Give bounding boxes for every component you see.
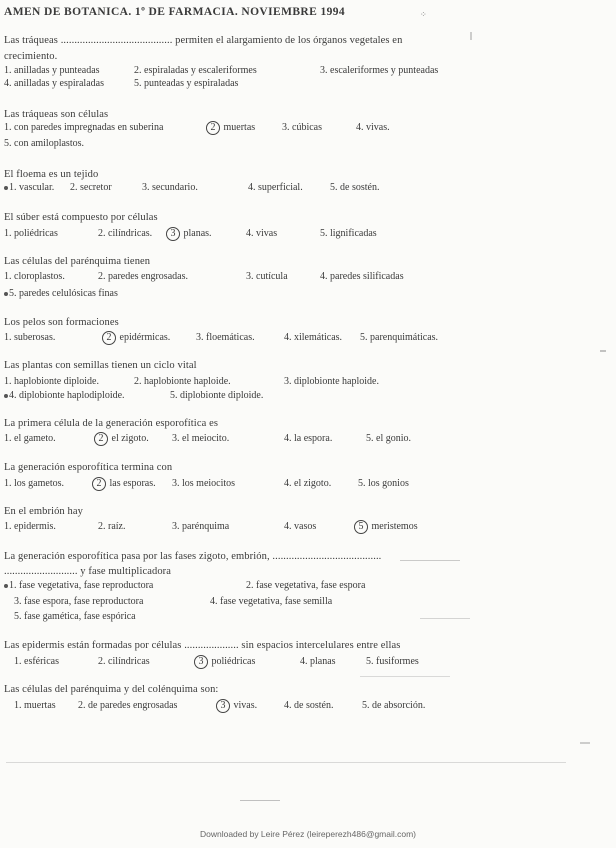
q4-option-3-text: planas. xyxy=(183,228,212,239)
scan-speck xyxy=(470,32,472,40)
q3-answer-mark xyxy=(4,186,8,190)
q10-stem: En el embrión hay xyxy=(4,506,83,517)
q8-stem: La primera célula de la generación esporofítica es xyxy=(4,418,219,429)
q12-option-1: 1. esféricas xyxy=(14,656,59,667)
q9-option-2 xyxy=(92,477,156,491)
q13-option-2: 2. de paredes engrosadas xyxy=(78,700,178,711)
q11-option-2: 2. fase vegetativa, fase espora xyxy=(246,580,366,591)
q12-option-4: 4. planas xyxy=(300,656,336,667)
scan-speck xyxy=(580,742,590,744)
q12-stem: Las epidermis están formadas por células .................... sin espacios intercelulares entre ellas xyxy=(4,640,401,651)
q8-option-1: 1. el gameto. xyxy=(4,433,56,444)
q8-answer-circle: 2 xyxy=(94,432,108,446)
q1-option-3: 3. escaleriformes y punteadas xyxy=(320,65,439,76)
q10-option-5 xyxy=(354,520,418,534)
q7-option-4: 4. diplobionte haplodiploide. xyxy=(9,390,125,401)
q5-option-1: 1. cloroplastos. xyxy=(4,271,65,282)
q10-option-2: 2. raíz. xyxy=(98,521,126,532)
q3-option-4: 4. superficial. xyxy=(248,182,303,193)
q7-option-3: 3. diplobionte haploide. xyxy=(284,376,379,387)
q13-stem: Las células del parénquima y del colénquima son: xyxy=(4,684,219,695)
q10-option-5-text: meristemos xyxy=(371,521,418,532)
q7-option-2: 2. haplobionte haploide. xyxy=(134,376,231,387)
q9-option-2-text: las esporas. xyxy=(109,478,156,489)
q12-option-5: 5. fusiformes xyxy=(366,656,419,667)
q4-stem: El súber está compuesto por células xyxy=(4,212,158,223)
scan-speck xyxy=(600,350,606,352)
q7-stem: Las plantas con semillas tienen un ciclo vital xyxy=(4,360,197,371)
q2-answer-circle: 2 xyxy=(206,121,220,135)
q4-option-4: 4. vivas xyxy=(246,228,278,239)
q6-answer-circle: 2 xyxy=(102,331,116,345)
q1-stem: Las tráqueas ......................................... permiten el alargamiento de los órganos vegetales en xyxy=(4,35,403,46)
q11-option-1: 1. fase vegetativa, fase reproductora xyxy=(9,580,154,591)
q6-option-3: 3. floemáticas. xyxy=(196,332,255,343)
q8-option-4: 4. la espora. xyxy=(284,433,333,444)
q5-option-5: 5. paredes celulósicas finas xyxy=(9,288,118,299)
q4-option-1: 1. poliédricas xyxy=(4,228,58,239)
q6-stem: Los pelos son formaciones xyxy=(4,317,119,328)
q5-option-3: 3. cutícula xyxy=(246,271,288,282)
q1-option-4: 4. anilladas y espiraladas xyxy=(4,78,104,89)
q10-option-4: 4. vasos xyxy=(284,521,317,532)
q5-option-2: 2. paredes engrosadas. xyxy=(98,271,188,282)
q11-stem: La generación esporofítica pasa por las fases zigoto, embrión, ........................................ xyxy=(4,551,382,562)
q3-option-3: 3. secundario. xyxy=(142,182,198,193)
q12-option-3-text: poliédricas xyxy=(211,656,256,667)
q6-option-2-text: epidérmicas. xyxy=(119,332,171,343)
q9-answer-circle: 2 xyxy=(92,477,106,491)
q8-option-2-text: el zigoto. xyxy=(111,433,149,444)
q13-option-5: 5. de absorción. xyxy=(362,700,426,711)
q8-option-2 xyxy=(94,432,149,446)
scan-artifact-line xyxy=(6,762,566,763)
q9-option-4: 4. el zigoto. xyxy=(284,478,332,489)
q3-option-1: 1. vascular. xyxy=(9,182,55,193)
q12-option-2: 2. cilíndricas xyxy=(98,656,150,667)
q1-option-5: 5. punteadas y espiraladas xyxy=(134,78,239,89)
q3-option-2: 2. secretor xyxy=(70,182,112,193)
q11-option-5: 5. fase gamética, fase espórica xyxy=(14,611,136,622)
q2-option-2 xyxy=(206,121,255,135)
scan-artifact-line xyxy=(240,800,280,801)
q12-option-3 xyxy=(194,655,255,669)
q6-option-5: 5. parenquimáticas. xyxy=(360,332,439,343)
q9-option-3: 3. los meiocitos xyxy=(172,478,236,489)
q1-option-1: 1. anilladas y punteadas xyxy=(4,65,100,76)
q2-option-4: 4. vivas. xyxy=(356,122,390,133)
q6-option-2 xyxy=(102,331,170,345)
q8-option-3: 3. el meiocito. xyxy=(172,433,230,444)
q8-option-5: 5. el gonio. xyxy=(366,433,411,444)
q1-option-2: 2. espiraladas y escaleriformes xyxy=(134,65,257,76)
q2-option-2-text: muertas xyxy=(223,122,256,133)
q4-option-2: 2. cilíndricas. xyxy=(98,228,153,239)
q11-answer-mark xyxy=(4,584,8,588)
q13-option-1: 1. muertas xyxy=(14,700,56,711)
q3-option-5: 5. de sostén. xyxy=(330,182,380,193)
q3-stem: El floema es un tejido xyxy=(4,169,99,180)
q1-stem-continued: crecimiento. xyxy=(4,51,58,62)
q2-option-3: 3. cúbicas xyxy=(282,122,322,133)
download-footer: Downloaded by Leire Pérez (leireperezh486@gmail.com) xyxy=(199,829,417,839)
q10-option-3: 3. parénquima xyxy=(172,521,230,532)
q7-answer-mark xyxy=(4,394,8,398)
q5-answer-mark xyxy=(4,292,8,296)
q11-option-3: 3. fase espora, fase reproductora xyxy=(14,596,144,607)
q4-option-3 xyxy=(166,227,212,241)
exam-title: AMEN DE BOTANICA. 1º DE FARMACIA. NOVIEMBRE 1994 xyxy=(4,6,346,18)
scan-artifact-line xyxy=(400,560,460,561)
q9-option-5: 5. los gonios xyxy=(358,478,409,489)
q13-option-4: 4. de sostén. xyxy=(284,700,334,711)
q11-stem-continued: ........................... y fase multiplicadora xyxy=(4,566,172,577)
q12-answer-circle: 3 xyxy=(194,655,208,669)
scan-artifact-line xyxy=(420,618,470,619)
q4-option-5: 5. lignificadas xyxy=(320,228,377,239)
q2-option-1: 1. con paredes impregnadas en suberina xyxy=(4,122,164,133)
q4-answer-circle: 3 xyxy=(166,227,180,241)
q11-option-4: 4. fase vegetativa, fase semilla xyxy=(210,596,333,607)
corner-mark: ⁘ xyxy=(420,10,427,19)
q13-option-3-text: vivas. xyxy=(233,700,258,711)
q13-answer-circle: 3 xyxy=(216,699,230,713)
q2-stem: Las tráqueas son células xyxy=(4,109,109,120)
q13-option-3 xyxy=(216,699,257,713)
q2-option-5: 5. con amiloplastos. xyxy=(4,138,84,149)
scan-artifact-line xyxy=(360,676,450,677)
q7-option-1: 1. haplobionte diploide. xyxy=(4,376,99,387)
q9-option-1: 1. los gametos. xyxy=(4,478,64,489)
q7-option-5: 5. diplobionte diploide. xyxy=(170,390,264,401)
q6-option-4: 4. xilemáticas. xyxy=(284,332,343,343)
q9-stem: La generación esporofítica termina con xyxy=(4,462,173,473)
q5-option-4: 4. paredes silificadas xyxy=(320,271,404,282)
q6-option-1: 1. suberosas. xyxy=(4,332,56,343)
q10-answer-circle: 5 xyxy=(354,520,368,534)
q10-option-1: 1. epidermis. xyxy=(4,521,56,532)
q5-stem: Las células del parénquima tienen xyxy=(4,256,151,267)
